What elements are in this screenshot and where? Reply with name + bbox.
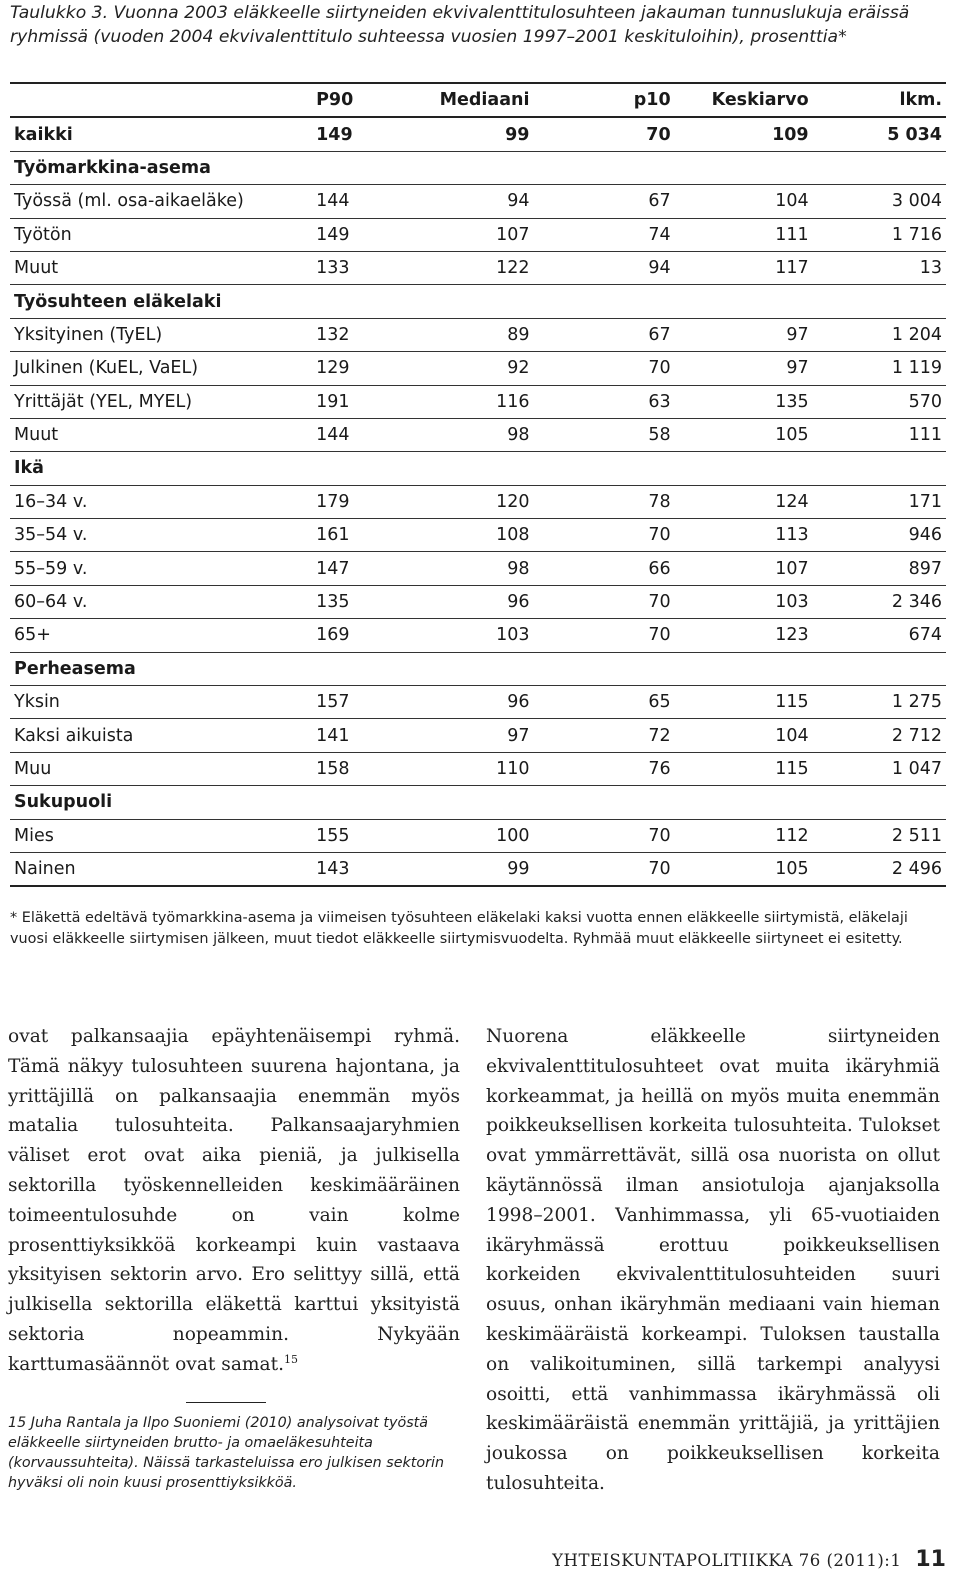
table-cell (813, 786, 946, 819)
table-cell: 108 (413, 519, 533, 552)
row-label: 35–54 v. (10, 519, 312, 552)
table-cell: 89 (413, 318, 533, 351)
table-cell: 191 (312, 385, 413, 418)
table-cell (675, 151, 813, 184)
table-cell: 2 496 (813, 852, 946, 886)
table-cell: 141 (312, 719, 413, 752)
table-cell (312, 786, 413, 819)
table-row (10, 117, 946, 151)
group-heading-row (10, 285, 946, 318)
table-row (10, 485, 946, 518)
row-label: Julkinen (KuEL, VaEL) (10, 352, 312, 385)
table-cell: 144 (312, 185, 413, 218)
table-cell (312, 652, 413, 685)
table-row (10, 418, 946, 451)
table-cell: 13 (813, 251, 946, 284)
table-cell: 1 047 (813, 752, 946, 785)
row-label: Yksin (10, 686, 312, 719)
group-heading-row (10, 786, 946, 819)
table-cell: 3 004 (813, 185, 946, 218)
table-cell: 113 (675, 519, 813, 552)
table-cell: 70 (533, 619, 674, 652)
table-cell (813, 285, 946, 318)
row-label: Muut (10, 251, 312, 284)
table-cell: 122 (413, 251, 533, 284)
table-cell (813, 452, 946, 485)
table-cell: 105 (675, 418, 813, 451)
table-cell: 63 (533, 385, 674, 418)
body-text-right: Nuorena eläkkeelle siirtyneiden ekvivalenttitulosuhteet ovat muita ikäryhmiä korkeammat, ja heillä on myös muita enemmän poikkeuksellisen korkeita tulosuhteita. Tulokset ovat ymmärrettävät, sillä osa nuorista on ollut käytännössä ilman ansiotuloja ajanjaksolla 1998–2001. Vanhimmassa, yli 65-vuotiaiden ikäryhmässä erottuu poikkeuksellisen korkeiden ekvivalenttitulosuhteiden suuri osuus, onhan ikäryhmän mediaani vain hieman keskimääräistä korkeampi. Tuloksen taustalla on valikoituminen, sillä tarkempi analyysi osoitti, että vanhimmassa ikäryhmässä oli keskimääräistä enemmän yrittäjiä, ja yrittäjien joukossa on poikkeuksellisen korkeita tulosuhteita. (486, 1026, 940, 1494)
table-cell: 96 (413, 686, 533, 719)
table-cell (312, 151, 413, 184)
table-cell: 132 (312, 318, 413, 351)
table-cell: 124 (675, 485, 813, 518)
table-row (10, 752, 946, 785)
table-cell: 104 (675, 719, 813, 752)
table-cell (533, 151, 674, 184)
body-text-left: ovat palkansaajia epäyhtenäisempi ryhmä. Tämä näkyy tulosuhteen suurena hajontana, ja yrittäjillä on palkansaajia enemmän myös matalia tulosuhteita. Palkansaajaryhmien väliset erot ovat aika pieniä, ja julkisella sektorilla työskennelleiden keskimääräinen toimeentulosuhde on vain kolme prosenttiyksikköä korkeampi kuin vastaava yksityisen sektorin arvo. Ero selittyy sillä, että julkisella sektorilla eläkettä karttui yksityistä sektoria nopeammin. Nykyään karttumasäännöt ovat samat. (8, 1026, 460, 1375)
table-cell: 171 (813, 485, 946, 518)
table-cell: 109 (675, 117, 813, 151)
table-cell: 58 (533, 418, 674, 451)
table-cell: 674 (813, 619, 946, 652)
table-cell: 115 (675, 752, 813, 785)
column-header: P90 (312, 83, 413, 117)
table-cell: 149 (312, 117, 413, 151)
table-cell: 70 (533, 585, 674, 618)
column-header: lkm. (813, 83, 946, 117)
table-row (10, 352, 946, 385)
table-cell: 96 (413, 585, 533, 618)
table-cell: 5 034 (813, 117, 946, 151)
body-column-left (8, 1022, 460, 1380)
table-cell: 94 (413, 185, 533, 218)
table-row (10, 619, 946, 652)
row-label: 60–64 v. (10, 585, 312, 618)
table-cell: 1 275 (813, 686, 946, 719)
row-label: Mies (10, 819, 312, 852)
page-footer (552, 1547, 946, 1572)
table-cell: 104 (675, 185, 813, 218)
row-label: Työssä (ml. osa-aikaeläke) (10, 185, 312, 218)
table-cell (675, 652, 813, 685)
table-cell (675, 452, 813, 485)
table-cell: 112 (675, 819, 813, 852)
table-cell (533, 652, 674, 685)
table-cell: 97 (675, 352, 813, 385)
table-cell: 107 (413, 218, 533, 251)
table-cell (675, 786, 813, 819)
row-label: Muu (10, 752, 312, 785)
table-cell: 1 204 (813, 318, 946, 351)
table-cell (813, 652, 946, 685)
table-cell: 157 (312, 686, 413, 719)
table-cell: 66 (533, 552, 674, 585)
row-label: Työtön (10, 218, 312, 251)
table-cell: 97 (413, 719, 533, 752)
table-cell: 78 (533, 485, 674, 518)
table-cell: 120 (413, 485, 533, 518)
footnote-15: 15 Juha Rantala ja Ilpo Suoniemi (2010) analysoivat työstä eläkkeelle siirtyneiden brutto- ja omaeläkesuhteita (korvaussuhteita). Näissä tarkasteluissa ero julkisen sektorin hyväksi oli noin kuusi prosenttiyksikköä. (8, 1415, 445, 1491)
table-cell: 1 716 (813, 218, 946, 251)
table-cell (533, 786, 674, 819)
table-row (10, 819, 946, 852)
table-cell: 103 (413, 619, 533, 652)
table-cell: 161 (312, 519, 413, 552)
column-header: Mediaani (413, 83, 533, 117)
group-heading: Sukupuoli (10, 786, 312, 819)
table-cell (312, 452, 413, 485)
table-cell: 67 (533, 318, 674, 351)
table-row (10, 852, 946, 886)
table-cell: 179 (312, 485, 413, 518)
table-cell: 169 (312, 619, 413, 652)
table-footnote: * Eläkettä edeltävä työmarkkina-asema ja viimeisen työsuhteen eläkelaki kaksi vuotta ennen eläkkeelle siirtymistä, eläkelaji vuosi eläkkeelle siirtymisen jälkeen, muut tiedot eläkkeelle siirtymisvuodelta. Ryhmää muut eläkkeelle siirtyneet ei esitetty. (10, 910, 908, 947)
table-cell: 98 (413, 552, 533, 585)
table-cell (675, 285, 813, 318)
table-cell (413, 285, 533, 318)
table-cell: 116 (413, 385, 533, 418)
table-row (10, 585, 946, 618)
table-cell: 158 (312, 752, 413, 785)
table-cell: 70 (533, 819, 674, 852)
table-cell: 65 (533, 686, 674, 719)
table-row (10, 185, 946, 218)
page-number: 11 (915, 1547, 946, 1572)
column-header: Keskiarvo (675, 83, 813, 117)
table-cell: 135 (675, 385, 813, 418)
table-cell: 1 119 (813, 352, 946, 385)
table-cell: 115 (675, 686, 813, 719)
row-label: Kaksi aikuista (10, 719, 312, 752)
table-cell (413, 652, 533, 685)
table-cell: 897 (813, 552, 946, 585)
table-cell (813, 151, 946, 184)
table-cell: 123 (675, 619, 813, 652)
table-cell: 135 (312, 585, 413, 618)
row-label: Muut (10, 418, 312, 451)
table-cell: 117 (675, 251, 813, 284)
group-heading: Perheasema (10, 652, 312, 685)
group-heading-row (10, 452, 946, 485)
table-row (10, 318, 946, 351)
row-label: 16–34 v. (10, 485, 312, 518)
table-cell: 143 (312, 852, 413, 886)
table-cell: 129 (312, 352, 413, 385)
table-cell: 570 (813, 385, 946, 418)
table-row (10, 251, 946, 284)
table-cell: 149 (312, 218, 413, 251)
table-row (10, 686, 946, 719)
table-row (10, 719, 946, 752)
table-row (10, 385, 946, 418)
group-heading: Ikä (10, 452, 312, 485)
table-cell: 72 (533, 719, 674, 752)
table-cell: 2 712 (813, 719, 946, 752)
table-cell: 111 (675, 218, 813, 251)
footnote-reference: 15 (284, 1352, 299, 1366)
table-row (10, 552, 946, 585)
table-cell: 74 (533, 218, 674, 251)
group-heading: Työsuhteen eläkelaki (10, 285, 312, 318)
table-caption: Taulukko 3. Vuonna 2003 eläkkeelle siirtyneiden ekvivalenttitulosuhteen jakauman tunnuslukuja eräissä ryhmissä (vuoden 2004 ekvivalenttitulo suhteessa vuosien 1997–2001 keskituloihin), prosenttia* (10, 3, 910, 47)
table-row (10, 218, 946, 251)
table-header-row (10, 83, 946, 117)
table-cell (312, 285, 413, 318)
group-heading-row (10, 652, 946, 685)
table-cell: 67 (533, 185, 674, 218)
footnote-rule (186, 1402, 266, 1403)
table-cell: 2 346 (813, 585, 946, 618)
row-label: Yksityinen (TyEL) (10, 318, 312, 351)
table-cell: 70 (533, 519, 674, 552)
group-heading-row (10, 151, 946, 184)
table-row (10, 519, 946, 552)
row-label: Nainen (10, 852, 312, 886)
table-cell: 92 (413, 352, 533, 385)
table-cell: 2 511 (813, 819, 946, 852)
table-cell: 100 (413, 819, 533, 852)
table-cell: 94 (533, 251, 674, 284)
table-cell: 147 (312, 552, 413, 585)
row-label: Yrittäjät (YEL, MYEL) (10, 385, 312, 418)
table-cell: 97 (675, 318, 813, 351)
table-cell (413, 151, 533, 184)
table-cell (413, 786, 533, 819)
table-cell (413, 452, 533, 485)
journal-name: YHTEISKUNTAPOLITIIKKA 76 (2011):1 (552, 1551, 902, 1570)
group-heading: Työmarkkina-asema (10, 151, 312, 184)
header-cell-empty (10, 83, 312, 117)
table-cell: 70 (533, 117, 674, 151)
table-cell: 99 (413, 117, 533, 151)
table-cell: 105 (675, 852, 813, 886)
table-cell: 946 (813, 519, 946, 552)
column-header: p10 (533, 83, 674, 117)
table-cell: 70 (533, 852, 674, 886)
row-label: 55–59 v. (10, 552, 312, 585)
data-table (10, 82, 946, 887)
table-cell: 133 (312, 251, 413, 284)
table-cell: 99 (413, 852, 533, 886)
table-cell (533, 285, 674, 318)
row-label: 65+ (10, 619, 312, 652)
table-cell: 107 (675, 552, 813, 585)
table-cell: 76 (533, 752, 674, 785)
table-cell (533, 452, 674, 485)
body-column-right (486, 1022, 940, 1499)
table-cell: 103 (675, 585, 813, 618)
table-cell: 110 (413, 752, 533, 785)
table-cell: 144 (312, 418, 413, 451)
table-cell: 155 (312, 819, 413, 852)
table-cell: 111 (813, 418, 946, 451)
table-cell: 98 (413, 418, 533, 451)
table-cell: 70 (533, 352, 674, 385)
row-label: kaikki (10, 117, 312, 151)
